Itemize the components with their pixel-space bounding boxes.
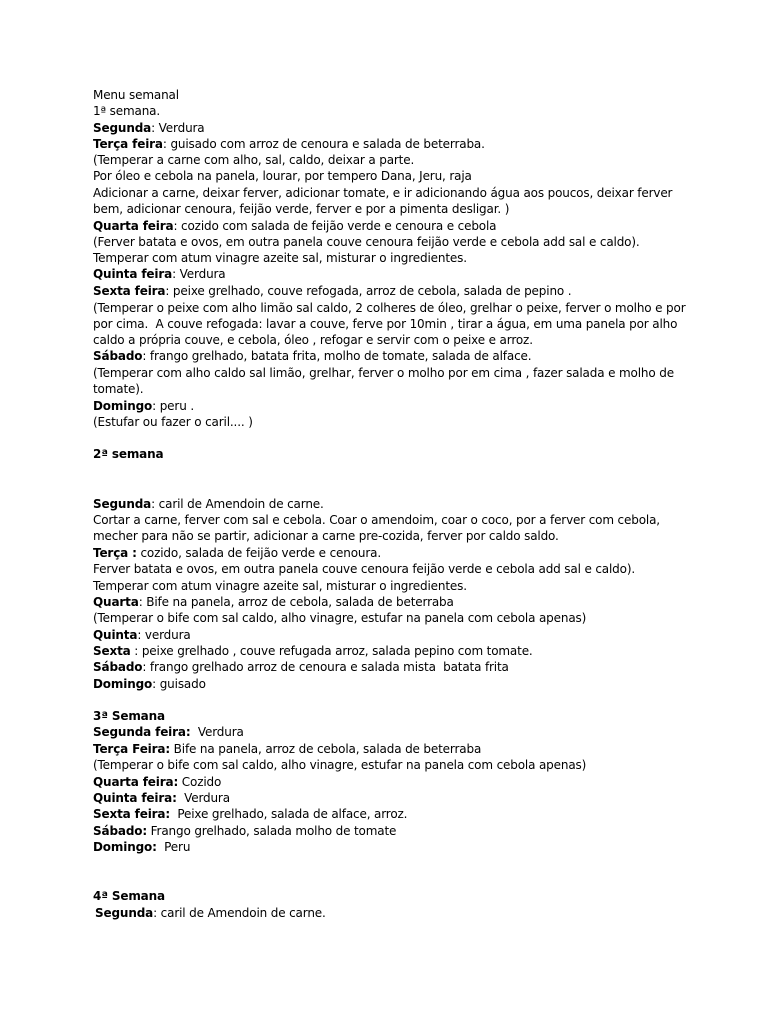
week-1-tuesday xyxy=(93,136,485,152)
day-meal: : guisado xyxy=(152,677,206,691)
day-meal: : caril de Amendoin de carne. xyxy=(151,497,324,511)
day-meal: : Verdura xyxy=(151,121,205,135)
week-2-tuesday xyxy=(93,545,381,561)
week-1-monday xyxy=(93,120,205,136)
document-title: Menu semanal xyxy=(93,88,179,102)
week-3-friday xyxy=(93,806,407,822)
day-meal: Bife na panela, arroz de cebola, salada de beterraba xyxy=(170,742,482,756)
week-3-heading: 3ª Semana xyxy=(93,709,165,723)
day-label: Sexta feira xyxy=(93,284,166,298)
day-meal: Verdura xyxy=(190,725,244,739)
recipe-note: (Temperar a carne com alho, sal, caldo, deixar a parte. xyxy=(93,153,415,167)
recipe-note: bem, adicionar cenoura, feijão verde, ferver e por a pimenta desligar. ) xyxy=(93,202,510,216)
week-1-wednesday xyxy=(93,218,496,234)
week-3-monday xyxy=(93,724,244,740)
day-label: Terça feira xyxy=(93,137,163,151)
day-meal: : frango grelhado, batata frita, molho de tomate, salada de alface. xyxy=(142,349,532,363)
day-meal: Peru xyxy=(156,840,191,854)
week-1-saturday xyxy=(93,348,531,364)
day-label: Sábado: xyxy=(93,824,148,838)
week-2-thursday xyxy=(93,627,191,643)
week-4-monday xyxy=(95,905,326,921)
day-label: Terça Feira: xyxy=(93,742,171,756)
day-label: Segunda xyxy=(95,906,154,920)
week-2-heading: 2ª semana xyxy=(93,447,164,461)
day-meal: cozido, salada de feijão verde e cenoura. xyxy=(136,546,382,560)
day-meal: Verdura xyxy=(176,791,230,805)
week-2-sunday xyxy=(93,676,206,692)
recipe-note: Temperar com atum vinagre azeite sal, misturar o ingredientes. xyxy=(93,579,467,593)
day-meal: : verdura xyxy=(137,628,191,642)
recipe-note: (Estufar ou fazer o caril.... ) xyxy=(93,415,253,429)
day-meal: : peixe grelhado , couve refugada arroz, salada pepino com tomate. xyxy=(130,644,533,658)
day-meal: : Verdura xyxy=(172,267,226,281)
day-meal: : guisado com arroz de cenoura e salada de beterraba. xyxy=(162,137,485,151)
day-label: Segunda xyxy=(93,497,152,511)
recipe-note: mecher para não se partir, adicionar a carne pre-cozida, ferver por caldo saldo. xyxy=(93,529,559,543)
week-1-friday xyxy=(93,283,571,299)
week-3-wednesday xyxy=(93,774,221,790)
recipe-note: Cortar a carne, ferver com sal e cebola. Coar o amendoim, coar o coco, por a ferver com cebola, xyxy=(93,513,660,527)
recipe-note: (Temperar o peixe com alho limão sal caldo, 2 colheres de óleo, grelhar o peixe, ferver o molho e por xyxy=(93,301,686,315)
week-2-wednesday xyxy=(93,594,454,610)
day-label: Quarta feira xyxy=(93,219,174,233)
day-meal: : caril de Amendoin de carne. xyxy=(153,906,326,920)
week-1-heading: 1ª semana. xyxy=(93,104,161,118)
week-4-heading: 4ª Semana xyxy=(93,889,165,903)
day-label: Segunda feira: xyxy=(93,725,191,739)
week-2-friday xyxy=(93,643,533,659)
day-label: Domingo xyxy=(93,677,153,691)
day-meal: : peru . xyxy=(152,399,194,413)
day-label: Domingo: xyxy=(93,840,157,854)
day-meal: Cozido xyxy=(178,775,222,789)
day-label: Quarta xyxy=(93,595,139,609)
week-2-saturday xyxy=(93,659,509,675)
day-label: Sexta feira: xyxy=(93,807,171,821)
day-label: Quinta xyxy=(93,628,138,642)
recipe-note: (Temperar o bife com sal caldo, alho vinagre, estufar na panela com cebola apenas) xyxy=(93,758,587,772)
recipe-note: Por óleo e cebola na panela, lourar, por tempero Dana, Jeru, raja xyxy=(93,169,472,183)
recipe-note: Adicionar a carne, deixar ferver, adicionar tomate, e ir adicionando água aos poucos, deixar ferver xyxy=(93,186,673,200)
day-label: Sexta xyxy=(93,644,131,658)
recipe-note: (Ferver batata e ovos, em outra panela couve cenoura feijão verde e cebola add sal e caldo). xyxy=(93,235,640,249)
day-meal: Frango grelhado, salada molho de tomate xyxy=(147,824,397,838)
day-label: Segunda xyxy=(93,121,152,135)
day-meal: Peixe grelhado, salada de alface, arroz. xyxy=(170,807,408,821)
recipe-note: caldo a própria couve, e cebola, óleo , refogar e servir com o peixe e arroz. xyxy=(93,333,533,347)
day-label: Terça : xyxy=(93,546,137,560)
week-2-monday xyxy=(93,496,324,512)
day-meal: : peixe grelhado, couve refogada, arroz de cebola, salada de pepino . xyxy=(165,284,572,298)
recipe-note: por cima. A couve refogada: lavar a couve, ferve por 10min , tirar a água, em uma panela por alho xyxy=(93,317,678,331)
day-label: Quinta feira: xyxy=(93,791,177,805)
week-1-thursday xyxy=(93,266,226,282)
day-meal: : Bife na panela, arroz de cebola, salada de beterraba xyxy=(138,595,454,609)
week-3-saturday xyxy=(93,823,396,839)
week-3-tuesday xyxy=(93,741,481,757)
recipe-note: (Temperar com alho caldo sal limão, grelhar, ferver o molho por em cima , fazer salada e molho de xyxy=(93,366,674,380)
day-label: Quarta feira: xyxy=(93,775,179,789)
day-label: Sábado xyxy=(93,660,143,674)
day-meal: : frango grelhado arroz de cenoura e salada mista batata frita xyxy=(142,660,509,674)
day-meal: : cozido com salada de feijão verde e cenoura e cebola xyxy=(173,219,497,233)
day-label: Quinta feira xyxy=(93,267,173,281)
recipe-note: tomate). xyxy=(93,382,144,396)
recipe-note: Temperar com atum vinagre azeite sal, misturar o ingredientes. xyxy=(93,251,467,265)
recipe-note: (Temperar o bife com sal caldo, alho vinagre, estufar na panela com cebola apenas) xyxy=(93,611,587,625)
week-3-thursday xyxy=(93,790,230,806)
day-label: Domingo xyxy=(93,399,153,413)
week-3-sunday xyxy=(93,839,190,855)
week-1-sunday xyxy=(93,398,194,414)
day-label: Sábado xyxy=(93,349,143,363)
recipe-note: Ferver batata e ovos, em outra panela couve cenoura feijão verde e cebola add sal e caldo). xyxy=(93,562,636,576)
